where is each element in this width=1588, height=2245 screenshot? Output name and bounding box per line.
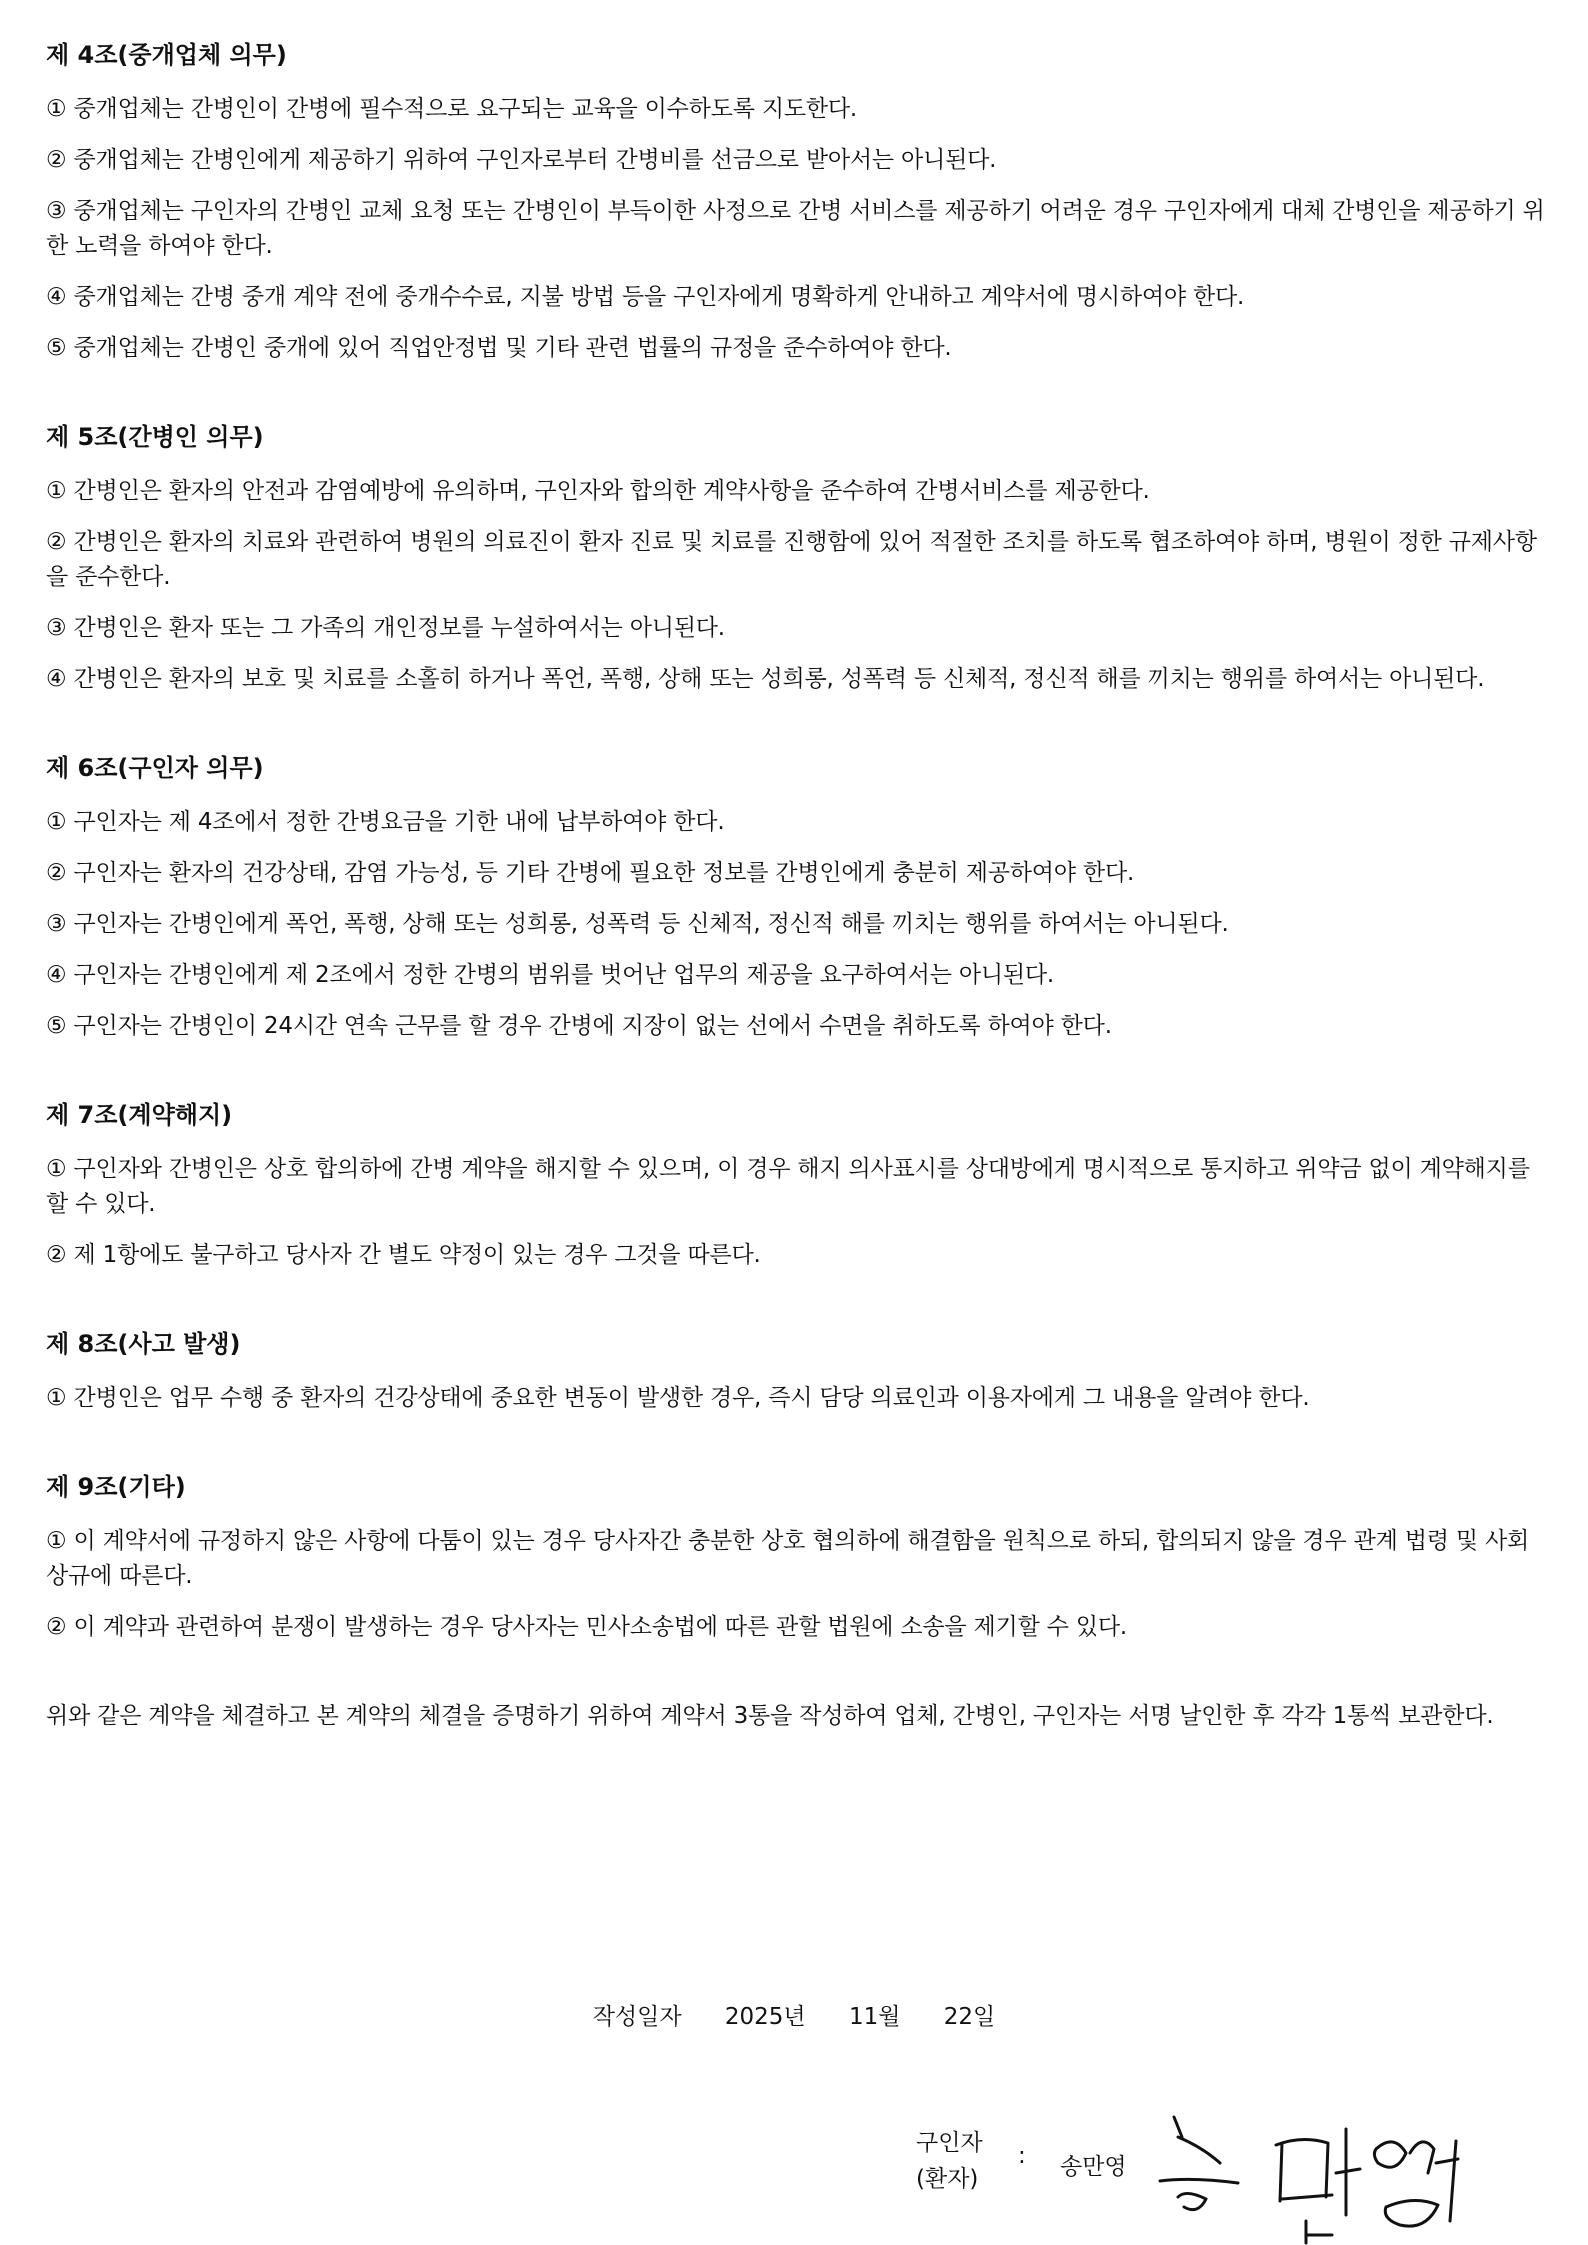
article-clause: ③ 중개업체는 구인자의 간병인 교체 요청 또는 간병인이 부득이한 사정으로 간병 서비스를 제공하기 어려운 경우 구인자에게 대체 간병인을 제공하기 위한 노력을 하여야 한다.	[46, 198, 1545, 259]
article-clause: ② 간병인은 환자의 치료와 관련하여 병원의 의료진이 환자 진료 및 치료를 진행함에 있어 적절한 조치를 하도록 협조하여야 하며, 병원이 정한 규제사항을 준수한다.	[46, 529, 1537, 590]
article-title: 제 6조(구인자 의무)	[46, 754, 264, 782]
article-clause: ④ 간병인은 환자의 보호 및 치료를 소홀히 하거나 폭언, 폭행, 상해 또는 성희롱, 성폭력 등 신체적, 정신적 해를 끼치는 행위를 하여서는 아니된다.	[46, 666, 1485, 692]
article-section	[46, 38, 1546, 366]
article-clause: ② 제 1항에도 불구하고 당사자 간 별도 약정이 있는 경우 그것을 따른다.	[46, 1242, 761, 1268]
article-section	[46, 1098, 1546, 1273]
article-section	[46, 751, 1546, 1044]
article-clause: ① 간병인은 업무 수행 중 환자의 건강상태에 중요한 변동이 발생한 경우, 즉시 담당 의료인과 이용자에게 그 내용을 알려야 한다.	[46, 1385, 1310, 1411]
date-line	[0, 2000, 1588, 2034]
contract-document	[46, 38, 1546, 1734]
article-clause: ③ 구인자는 간병인에게 폭언, 폭행, 상해 또는 성희롱, 성폭력 등 신체적, 정신적 해를 끼치는 행위를 하여서는 아니된다.	[46, 911, 1229, 937]
article-title: 제 9조(기타)	[46, 1473, 186, 1501]
signer-colon: :	[1018, 2143, 1026, 2169]
article-clause: ④ 중개업체는 간병 중개 계약 전에 중개수수료, 지불 방법 등을 구인자에게 명확하게 안내하고 계약서에 명시하여야 한다.	[46, 284, 1245, 310]
article-section	[46, 1470, 1546, 1645]
date-label: 작성일자	[592, 2004, 682, 2030]
signer-role	[916, 2125, 983, 2197]
date-year: 2025년	[724, 2004, 806, 2030]
article-title: 제 4조(중개업체 의무)	[46, 41, 287, 69]
article-clause: ① 이 계약서에 규정하지 않은 사항에 다툼이 있는 경우 당사자간 충분한 상호 협의하에 해결함을 원칙으로 하되, 합의되지 않을 경우 관계 법령 및 사회상규에 따른다.	[46, 1528, 1530, 1589]
signer-role-line2: (환자)	[916, 2166, 979, 2192]
article-section	[46, 1327, 1546, 1416]
article-clause: ① 구인자는 제 4조에서 정한 간병요금을 기한 내에 납부하여야 한다.	[46, 809, 725, 835]
handwritten-signature	[1156, 2103, 1486, 2245]
article-clause: ① 간병인은 환자의 안전과 감염예방에 유의하며, 구인자와 합의한 계약사항을 준수하여 간병서비스를 제공한다.	[46, 478, 1150, 504]
article-section	[46, 420, 1546, 697]
article-clause: ③ 간병인은 환자 또는 그 가족의 개인정보를 누설하여서는 아니된다.	[46, 615, 725, 641]
article-clause: ② 중개업체는 간병인에게 제공하기 위하여 구인자로부터 간병비를 선금으로 받아서는 아니된다.	[46, 147, 997, 173]
article-title: 제 7조(계약해지)	[46, 1101, 233, 1129]
article-clause: ① 중개업체는 간병인이 간병에 필수적으로 요구되는 교육을 이수하도록 지도한다.	[46, 96, 858, 122]
article-clause: ② 구인자는 환자의 건강상태, 감염 가능성, 등 기타 간병에 필요한 정보를 간병인에게 충분히 제공하여야 한다.	[46, 860, 1135, 886]
article-clause: ④ 구인자는 간병인에게 제 2조에서 정한 간병의 범위를 벗어난 업무의 제공을 요구하여서는 아니된다.	[46, 962, 1055, 988]
article-clause: ⑤ 구인자는 간병인이 24시간 연속 근무를 할 경우 간병에 지장이 없는 선에서 수면을 취하도록 하여야 한다.	[46, 1013, 1112, 1039]
article-clause: ① 구인자와 간병인은 상호 합의하에 간병 계약을 해지할 수 있으며, 이 경우 해지 의사표시를 상대방에게 명시적으로 통지하고 위약금 없이 계약해지를 할 수 있다.	[46, 1156, 1530, 1217]
article-clause: ⑤ 중개업체는 간병인 중개에 있어 직업안정법 및 기타 관련 법률의 규정을 준수하여야 한다.	[46, 335, 952, 361]
article-title: 제 8조(사고 발생)	[46, 1330, 241, 1358]
closing-statement: 위와 같은 계약을 체결하고 본 계약의 체결을 증명하기 위하여 계약서 3통을 작성하여 업체, 간병인, 구인자는 서명 날인한 후 각각 1통씩 보관한다.	[46, 1703, 1494, 1729]
date-month: 11월	[848, 2004, 901, 2030]
article-title: 제 5조(간병인 의무)	[46, 423, 264, 451]
signer-role-line1: 구인자	[916, 2130, 983, 2156]
signature-block	[916, 2115, 1556, 2235]
article-clause: ② 이 계약과 관련하여 분쟁이 발생하는 경우 당사자는 민사소송법에 따른 관할 법원에 소송을 제기할 수 있다.	[46, 1614, 1127, 1640]
date-day: 22일	[943, 2004, 996, 2030]
article-list	[46, 38, 1546, 1645]
signer-name: 송만영	[1060, 2154, 1127, 2180]
